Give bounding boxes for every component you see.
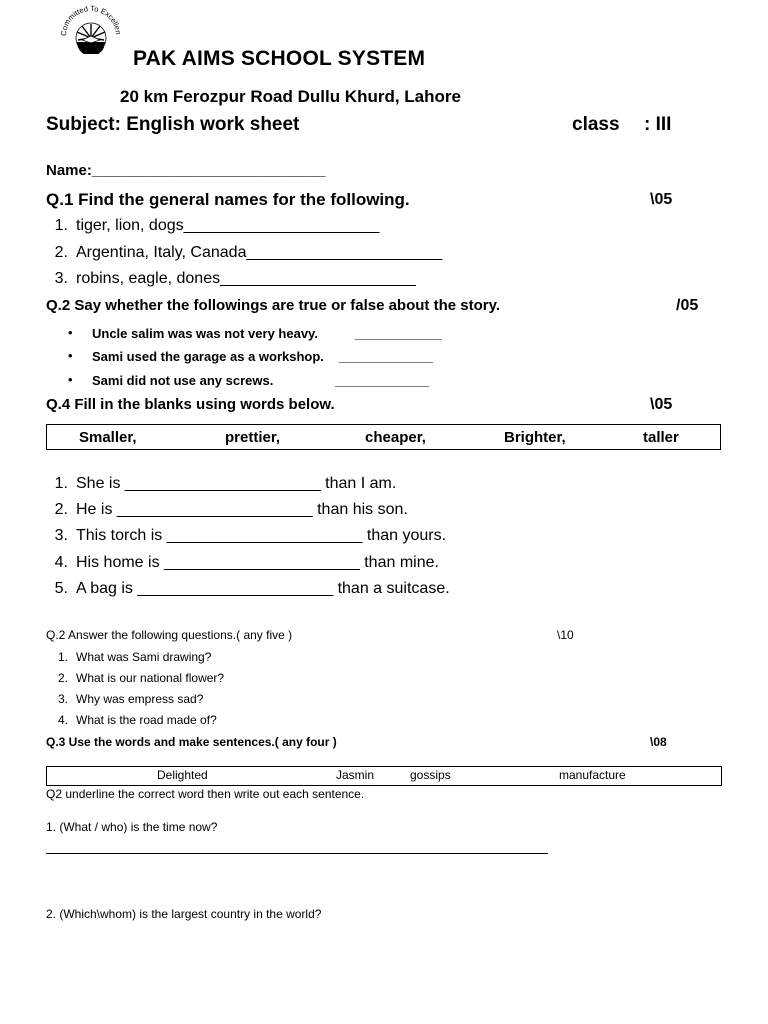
q2-answer-blank: ____________ bbox=[355, 326, 442, 341]
q4-item bbox=[44, 580, 450, 598]
q4-item-text: A bag is ______________________ than a suitcase. bbox=[76, 580, 450, 597]
q4-item-text: His home is ______________________ than mine. bbox=[76, 554, 439, 571]
q3-word: Delighted bbox=[157, 768, 208, 782]
q4-item-num: 1. bbox=[54, 475, 68, 492]
q1-title: Q.1 Find the general names for the following. bbox=[46, 190, 410, 209]
school-logo bbox=[58, 4, 124, 54]
q4-item-num: 2. bbox=[54, 501, 68, 518]
q4-item-text: He is ______________________ than his son. bbox=[76, 501, 408, 518]
q2b-item bbox=[44, 692, 203, 706]
q2b-item-text: What was Sami drawing? bbox=[76, 650, 212, 664]
q4-word: prettier, bbox=[225, 429, 281, 446]
q2b-item-text: What is the road made of? bbox=[76, 713, 217, 727]
q4-item-text: This torch is ______________________ than yours. bbox=[76, 527, 447, 544]
q2b-item-text: What is our national flower? bbox=[76, 671, 225, 685]
bullet-icon: • bbox=[68, 348, 73, 363]
subject-line: Subject: English work sheet bbox=[46, 114, 300, 135]
q3-word-box bbox=[46, 766, 722, 786]
q2b-item-text: Why was empress sad? bbox=[76, 692, 204, 706]
q1-item-text: tiger, lion, dogs______________________ bbox=[76, 217, 380, 234]
q2-answer-blank: _____________ bbox=[339, 349, 433, 364]
q2b-item-num: 1. bbox=[57, 650, 68, 664]
q1-item-text: robins, eagle, dones______________________ bbox=[76, 270, 416, 287]
q4-item-num: 5. bbox=[54, 580, 68, 597]
name-field: Name:____________________________ bbox=[46, 162, 326, 179]
class-label: class bbox=[572, 114, 620, 135]
q2b-item bbox=[44, 671, 224, 685]
q4-item bbox=[44, 475, 396, 493]
q4-title: Q.4 Fill in the blanks using words below. bbox=[46, 396, 335, 413]
q2-title: Q.2 Say whether the followings are true or false about the story. bbox=[46, 297, 500, 314]
q4-word: Brighter, bbox=[504, 429, 566, 446]
q3-word: Jasmin bbox=[336, 768, 375, 782]
q4-word: taller bbox=[643, 429, 679, 446]
q4-item bbox=[44, 554, 439, 572]
q4-item-num: 3. bbox=[54, 527, 68, 544]
q2b-title: Q.2 Answer the following questions.( any five ) bbox=[46, 628, 293, 642]
q4-item-text: She is ______________________ than I am. bbox=[76, 475, 397, 492]
q1-item-num: 3. bbox=[54, 270, 68, 287]
q2b-item-num: 4. bbox=[57, 713, 68, 727]
q4-word: cheaper, bbox=[365, 429, 426, 446]
q1-item-text: Argentina, Italy, Canada______________________ bbox=[76, 244, 443, 261]
q2-answer-blank: _____________ bbox=[335, 373, 429, 388]
q4-word: Smaller, bbox=[79, 429, 137, 446]
q3-title: Q.3 Use the words and make sentences.( any four ) bbox=[46, 735, 337, 749]
q2b-item bbox=[44, 650, 211, 664]
q2c-title: Q2 underline the correct word then write out each sentence. bbox=[46, 787, 365, 801]
q1-item-num: 1. bbox=[54, 217, 68, 234]
q1-item bbox=[44, 270, 416, 288]
q1-item bbox=[44, 217, 379, 235]
q2-statement: Sami did not use any screws. bbox=[92, 373, 274, 388]
q3-marks: \08 bbox=[650, 735, 667, 749]
q1-item bbox=[44, 244, 442, 262]
q2-statement: Uncle salim was was not very heavy. bbox=[92, 326, 318, 341]
q4-word-box bbox=[46, 424, 721, 450]
bullet-icon: • bbox=[68, 372, 73, 387]
q2b-item-num: 2. bbox=[57, 671, 68, 685]
q2c-item: 2. (Which\whom) is the largest country in the world? bbox=[46, 907, 322, 921]
answer-line bbox=[46, 853, 548, 854]
q1-item-num: 2. bbox=[54, 244, 68, 261]
school-name: PAK AIMS SCHOOL SYSTEM bbox=[133, 47, 426, 70]
q2b-item bbox=[44, 713, 217, 727]
q2b-item-num: 3. bbox=[57, 692, 68, 706]
bullet-icon: • bbox=[68, 325, 73, 340]
q4-item bbox=[44, 501, 408, 519]
q2-marks: /05 bbox=[676, 297, 699, 314]
class-value: : III bbox=[644, 114, 672, 135]
q3-word: manufacture bbox=[559, 768, 626, 782]
q2-statement: Sami used the garage as a workshop. bbox=[92, 349, 324, 364]
logo-motto: Committed To Excellen bbox=[58, 4, 123, 37]
q3-word: gossips bbox=[410, 768, 451, 782]
q4-item bbox=[44, 527, 446, 545]
q4-marks: \05 bbox=[650, 396, 673, 413]
school-address: 20 km Ferozpur Road Dullu Khurd, Lahore bbox=[120, 87, 461, 106]
q2c-item: 1. (What / who) is the time now? bbox=[46, 820, 218, 834]
q4-item-num: 4. bbox=[54, 554, 68, 571]
q2b-marks: \10 bbox=[557, 628, 574, 642]
q1-marks: \05 bbox=[650, 191, 673, 208]
